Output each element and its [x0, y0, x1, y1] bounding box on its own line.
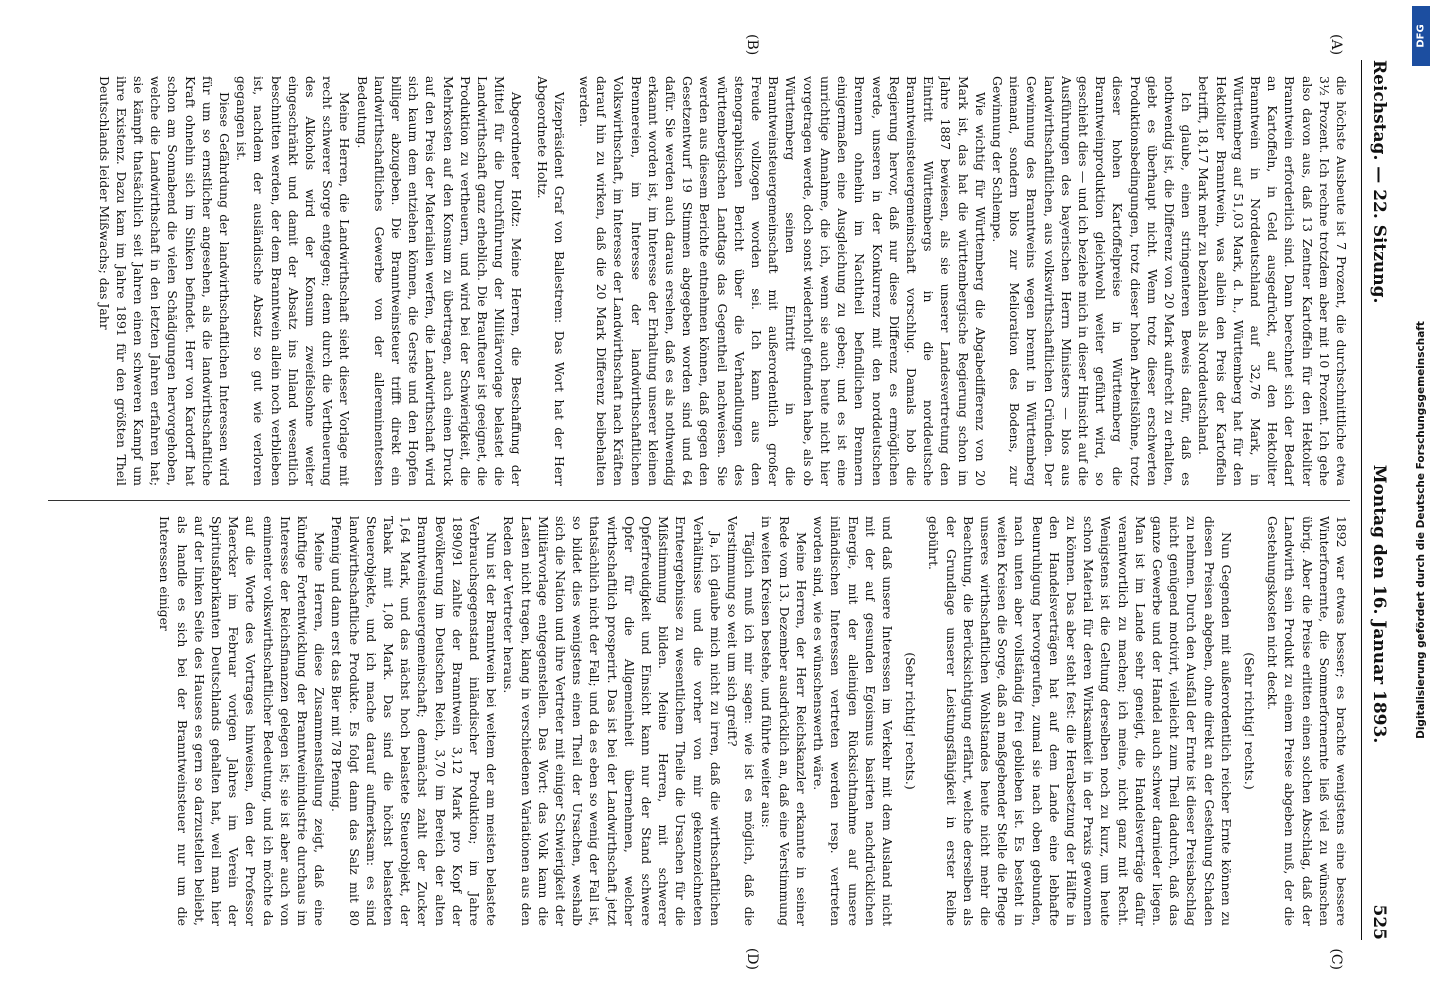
paragraph: die höchste Ausbeute ist 7 Prozent, die durchschnittliche etwa 3½ Prozent. Ich rechne trotzdem aber mit 10 Prozent. Ich gehe also davon aus, daß 13 Zentner Kartoffeln für den Hektoliter Branntwein erforderlich sind. Dann berechnet sich der Bedarf an Kartoffeln, in Geld ausgedrückt, auf den Hektoliter Branntwein in Norddeutschland auf 32,76 Mark, in Württemberg auf 51,03 Mark, d. h., Württemberg hat für den Hektoliter Branntwein, was allein den Preis der Kartoffeln betrifft, 18,17 Mark mehr zu bezahlen als Norddeutschland.: [1196, 76, 1349, 486]
dfg-logo: [1412, 6, 1430, 66]
dfg-logo-text: DFG: [1415, 24, 1427, 48]
header-rule: [1361, 60, 1362, 940]
quotation: Täglich muß ich mir sagen: wie ist es möglich, daß die Verstimmung so weit um sich greift?: [725, 516, 758, 926]
interjection: (Sehr richtig! rechts.): [1241, 652, 1257, 790]
right-column: [48, 516, 1350, 926]
document-page: [20, 20, 1412, 980]
paragraph: und daß unsere Interessen im Verkehr mit dem Ausland nicht mit der auf gesunden Egoismus basirten nachdrücklichen Energie, mit der alleinigen Rücksichtnahme auf unsere inländischen Interessen vertreten werden resp. vertreten worden sind, wie es wünschenswerth wäre.: [811, 516, 895, 926]
speaker-paragraph: Abgeordneter Holtz: Meine Herren, die Beschaffung der Mittel für die Durchführung der Militärvorlage belastet die Landwirthschaft ganz erheblich. Die Braufteuer ist geeignet, die Produktion zu vertheuern, und wird bei der Schwierigkeit, die Mehrkosten auf den Konsum zu übertragen, auch einen Druck auf den Preis der Materialien werfen, die Landwirthschaft wird sich kaum dem entziehen können, die Gerste und den Hopfen billiger abzugeben. Die Branntweinsteuer trifft direkt ein landwirthschaftliches Gewerbe von der allereminentesten Bedeutung.: [354, 76, 525, 486]
paragraph: Nun ist der Branntwein bei weitem der am meisten belastete Verbrauchsgegenstand inländischer Produktion; im Jahre 1890/91 zahlte der Branntwein 3,12 Mark pro Kopf der Bevölkerung im Deutschen Reich, 3,70 im Bereich der alten Branntweinsteuergemeinschaft; demnächst zahlt der Zucker 1,64 Mark, und das nächst hoch belastete Steuerobjekt, der Tabak mit 1,08 Mark. Das sind die höchst belasteten Steuerobjekte, und ich mache darauf aufmerksam: es sind landwirthschaftliche Produkte. Es folgt dann das Salz mit 80 Pfennig und dann erst das Bier mit 78 Pfennig.: [329, 516, 500, 926]
interjection: (Sehr richtig! rechts.): [903, 652, 919, 790]
paragraph: Meine Herren, der Herr Reichskanzler erkannte in seiner Rede vom 13. Dezember ausdrücklich an, daß eine Verstimmung in weiten Kreisen bestehe, und führte weiter aus:: [759, 516, 809, 926]
paragraph: Meine Herren, die Landwirthschaft sieht dieser Vorlage mit recht schwerer Sorge entgegen; denn durch die Vertheuerung des Alkohols wird der Konsum zweifelsohne weiter eingeschränkt und damit der Absatz ins Inland wesentlich beschnitten werden, der dem Branntwein allein noch verblieben ist, nachdem der ausländische Absatz so gut wie verloren gegangen ist.: [234, 76, 353, 486]
margin-marker-c: (C): [1328, 948, 1344, 970]
running-header: [1366, 60, 1392, 940]
paragraph: Diese Gefährdung der landwirthschaftlichen Interessen wird für um so ernstlicher angesehen, als die landwirthschaftliche Kraft ohnehin sich im Sinken befindet. Herr von Kardorff hat schon am Sonnabend die vielen Schädigungen hervorgehoben, welche die Landwirthschaft in den letzten Jahren erfahren hat; sie kämpft thatsächlich seit Jahren einen schweren Kampf um ihre Existenz. Dazu kam im Jahre 1891 für den größten Theil Deutschlands leider Mißwachs; das Jahr: [96, 76, 232, 486]
paragraph: Meine Herren, diese Zusammenstellung zeigt, daß eine künftige Fortentwicklung der Branntweinindustrie durchaus im Interesse der Reichsfinanzen gelegen ist; sie ist aber auch von eminenter volkswirthschaftlicher Bedeutung, und ich möchte da auf die Worte des Vortrages hinweisen, den der Professor Maercker im Februar vorigen Jahres im Verein der Spiritusfabrikanten Deutschlands gehalten hat, weil man hier auf der linken Seite des Hauses es gern so darzustellen beliebt, als handle es sich bei der Branntweinsteuer nur um die Interessen einiger: [157, 516, 328, 926]
header-left: Reichstag. — 22. Sitzung.: [1369, 60, 1389, 304]
paragraph: 1892 war etwas besser; es brachte wenigstens eine bessere Winterfornernte, die Sommerfornernte ließ viel zu wünschen übrig. Aber die Preise erlitten einen solchen Abschlag, daß der Landwirth sein Produkt zu einem Preise abgeben muß, der die Gestehungskosten nicht deckt.: [1265, 516, 1349, 926]
page-number: 525: [1369, 904, 1389, 940]
paragraph: Nun Gegenden mit außerordentlich reicher Ernte können zu diesen Preisen abgeben, ohne direkt an der Gestehung Schaden zu nehmen. Durch den Ausfall der Ernte ist dieser Preisabschlag nicht genügend motivirt, vielleicht zum Theil dadurch, daß das ganze Gewerbe und der Handel auch schwer darnieder liegen. Man ist im Lande sehr geneigt, die Handelsverträge dafür verantwortlich zu machen; ich meine, nicht ganz mit Recht. Wenigstens ist die Geltung derselben noch zu kurz, um heute schon Material für deren Wirksamkeit in der Praxis gewonnen zu können. Das aber steht fest: die Herabsetzung der Hälfte in den Handelsverträgen hat auf dem Lande eine lebhafte Beunruhigung hervorgerufen, zumal sie nach oben gebunden, nach unten aber vollständig frei geblieben ist. Es besteht in weiten Kreisen die Sorge, daß an maßgebender Stelle die Pflege unseres wirthschaftlichen Wohlstandes heute nicht mehr die Beachtung, die Berücksichtigung erfährt, welche derselben als der Grundlage unserer Leistungsfähigkeit in erster Reihe gebührt.: [926, 516, 1234, 926]
speaker-paragraph: Vizepräsident Graf von Ballestrem: Das Wort hat der Herr Abgeordnete Holtz.: [534, 76, 567, 486]
header-date: Montag den 16. Januar 1893.: [1369, 464, 1389, 744]
paragraph: Ich glaube, einen stringenteren Beweis dafür, daß es nothwendig ist, die Differenz von 20 Mark aufrecht zu erhalten, giebt es überhaupt nicht. Wenn trotz dieser erschwerten Produktionsbedingungen, trotz dieser hohen Arbeitslöhne, trotz dieser hohen Kartoffelpreise in Württemberg die Branntweinproduktion gleichwohl weiter geführt wird, so geschieht dies — und ich beziehe mich in dieser Hinsicht auf die Ausführungen des bayerischen Herrn Ministers — blos aus landwirthschaftlichen, aus volkswirthschaftlichen Gründen. Der Gewinnung des Branntweins wegen brennt in Württemberg niemand, sondern blos zur Melioration des Bodens, zur Gewinnung der Schlempe.: [989, 76, 1195, 486]
digitization-note-text: Digitalisierung gefördert durch die Deutsche Forschungsgemeinschaft: [1415, 321, 1427, 739]
digitization-note: [1414, 80, 1428, 980]
left-column: [48, 76, 1350, 486]
paragraph: Wie wichtig für Württemberg die Abgabedifferenz von 20 Mark ist, das hat die württembergische Regierung schon im Jahre 1887 bewiesen, als sie unserer Landesvertretung den Eintritt Württembergs in die norddeutsche Branntweinsteuergemeinschaft vorschlug. Damals hob die Regierung hervor, daß nur diese Differenz es ermöglichen werde, unseren in der Konkurrenz mit den norddeutschen Brennern ohnehin im Nachtheil befindlichen Brennern einigermaßen eine Ausgleichung zu geben; und es ist eine unrichtige Annahme, die ich, wenn sie auch heute nicht hier vorgetragen werde, doch sonst wiederholt gefunden habe, als ob Württemberg seinen Eintritt in die Branntweinsteuergemeinschaft mit außerordentlich großer Freude vollzogen worden sei. Ich kann aus den stenographischen Bericht über die Verhandlungen des württembergischen Landtags das Gegentheil nachweisen. Sie werden aus diesem Berichte entnehmen können, daß gegen den Gesetzentwurf 19 Stimmen abgegeben worden sind und 64 dafür. Sie werden auch daraus ersehen, daß es als nothwendig erkannt worden ist, im Interesse der Erhaltung unserer kleinen Brennereien, im Interesse der landwirthschaftlichen Volkswirthschaft, im Interesse der Landwirthschaft nach Kräften darauf hin zu wirken, daß die 20 Mark Differenz beibehalten werden.: [577, 76, 988, 486]
margin-marker-b: (B): [744, 34, 760, 56]
margin-marker-a: (A): [1328, 34, 1344, 56]
paragraph: Ja, ich glaube mich nicht zu irren, daß die wirthschaftlichen Verhältnisse und die vorher von mir gekennzeichneten Ernteergebnisse zu wesentlichem Theile die Ursachen für die Mißstimmung bilden. Meine Herren, mit schwerer Opferfreudigkeit und Einsicht kann nur der Stand schwere Opfer für die Allgemeinheit übernehmen, welcher wirthschaftlich prosperirt. Das ist bei der Landwirthschaft jetzt thatsächlich nicht der Fall; und da es eben so wenig der Fall ist, so bildet dies wenigstens einen Theil der Ursachen, weshalb sich die Nation und ihre Vertreter mit einiger Schwierigkeit der Militärvorlage entgegenstellen. Das Wort: das Volk kann die Lasten nicht tragen, klang in verschiedenen Variationen aus den Reden der Vertreter heraus.: [501, 516, 723, 926]
column-rule: [48, 500, 1350, 501]
margin-marker-d: (D): [744, 947, 760, 970]
